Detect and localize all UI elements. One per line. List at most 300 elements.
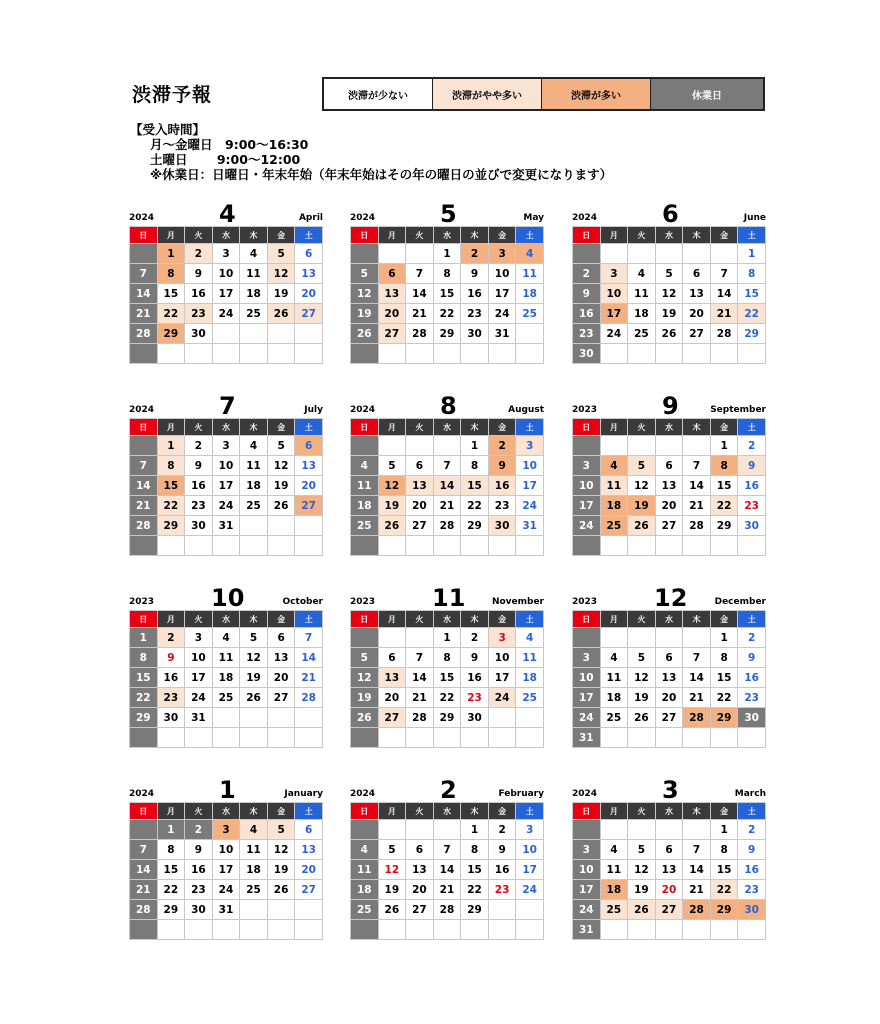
week-row: [351, 820, 544, 840]
day-cell: 18: [240, 284, 268, 304]
day-cell: 23: [185, 880, 213, 900]
day-cell: 23: [157, 688, 185, 708]
day-cell: 10: [488, 264, 516, 284]
day-cell: 20: [295, 284, 323, 304]
day-cell: [295, 516, 323, 536]
month-number: 12: [654, 584, 688, 612]
month-year: 2023: [572, 405, 598, 415]
weekday-header: 火: [628, 227, 656, 244]
month-calendar: [129, 196, 323, 364]
day-cell: [600, 536, 628, 556]
day-cell: 22: [738, 304, 766, 324]
day-cell: [461, 728, 489, 748]
week-row: [573, 536, 766, 556]
day-cell: 22: [157, 496, 185, 516]
week-row: [573, 860, 766, 880]
day-cell: [212, 324, 240, 344]
day-cell: 27: [683, 324, 711, 344]
day-cell: 20: [655, 496, 683, 516]
week-row: [130, 840, 323, 860]
day-cell: 18: [628, 304, 656, 324]
day-cell: [683, 728, 711, 748]
month-header: [350, 388, 544, 418]
day-cell: [267, 536, 295, 556]
week-row: [573, 880, 766, 900]
day-cell: 4: [628, 264, 656, 284]
day-cell: 17: [516, 476, 544, 496]
week-row: [130, 516, 323, 536]
day-cell: 27: [378, 324, 406, 344]
day-cell: 14: [406, 668, 434, 688]
day-cell: 14: [710, 284, 738, 304]
day-cell: 15: [433, 668, 461, 688]
day-cell: [628, 344, 656, 364]
day-cell: 22: [157, 880, 185, 900]
weekday-header: 水: [655, 419, 683, 436]
week-row: [351, 688, 544, 708]
day-cell: 3: [516, 436, 544, 456]
day-cell: 26: [628, 900, 656, 920]
day-cell: 4: [351, 456, 379, 476]
day-cell: [130, 728, 158, 748]
day-cell: [628, 536, 656, 556]
day-cell: 8: [433, 264, 461, 284]
weekday-header: 日: [351, 803, 379, 820]
day-cell: [378, 628, 406, 648]
week-row: [130, 900, 323, 920]
month-number: 9: [662, 392, 679, 420]
week-row: [351, 284, 544, 304]
day-cell: [628, 920, 656, 940]
day-cell: 4: [516, 628, 544, 648]
day-cell: 13: [406, 860, 434, 880]
weekday-header: 土: [295, 803, 323, 820]
day-cell: 15: [710, 476, 738, 496]
week-row: [573, 688, 766, 708]
week-row: [351, 436, 544, 456]
day-cell: [433, 536, 461, 556]
day-cell: 17: [573, 688, 601, 708]
day-cell: 24: [516, 880, 544, 900]
day-cell: 22: [130, 688, 158, 708]
week-row: [351, 860, 544, 880]
day-cell: 19: [351, 688, 379, 708]
day-cell: 19: [267, 476, 295, 496]
day-cell: 7: [406, 648, 434, 668]
week-row: [573, 244, 766, 264]
weekday-header: 日: [573, 803, 601, 820]
month-header: [129, 772, 323, 802]
reception-hours: [130, 122, 612, 182]
weekday-header: 火: [628, 419, 656, 436]
day-cell: 9: [185, 840, 213, 860]
day-cell: 28: [683, 516, 711, 536]
day-cell: [406, 728, 434, 748]
day-cell: [157, 536, 185, 556]
weekday-header: 土: [738, 611, 766, 628]
day-cell: 5: [378, 840, 406, 860]
weekday-header: 木: [461, 419, 489, 436]
weekday-header: 火: [185, 803, 213, 820]
day-cell: [600, 820, 628, 840]
day-cell: 12: [351, 668, 379, 688]
day-cell: 23: [461, 688, 489, 708]
day-cell: [351, 344, 379, 364]
day-cell: 13: [295, 840, 323, 860]
week-row: [130, 344, 323, 364]
day-cell: [738, 344, 766, 364]
day-cell: [516, 708, 544, 728]
weekday-header: 金: [488, 611, 516, 628]
weekday-header: 月: [600, 611, 628, 628]
day-cell: 25: [212, 688, 240, 708]
weekday-header: 金: [710, 419, 738, 436]
day-cell: 27: [655, 516, 683, 536]
weekday-header: 日: [351, 227, 379, 244]
day-cell: 7: [683, 456, 711, 476]
day-cell: 14: [406, 284, 434, 304]
day-cell: [573, 536, 601, 556]
day-cell: 13: [406, 476, 434, 496]
day-cell: 7: [130, 456, 158, 476]
day-cell: [738, 728, 766, 748]
day-cell: 12: [378, 860, 406, 880]
day-cell: 15: [433, 284, 461, 304]
day-cell: [351, 536, 379, 556]
day-cell: [212, 920, 240, 940]
day-cell: 10: [516, 456, 544, 476]
day-cell: 3: [573, 456, 601, 476]
day-cell: 29: [157, 900, 185, 920]
day-cell: 6: [378, 264, 406, 284]
week-row: [130, 436, 323, 456]
day-cell: 3: [212, 244, 240, 264]
day-cell: 5: [267, 244, 295, 264]
day-cell: 29: [433, 708, 461, 728]
day-cell: 29: [710, 900, 738, 920]
day-cell: [212, 728, 240, 748]
week-row: [573, 820, 766, 840]
month-header: [129, 580, 323, 610]
week-row: [573, 344, 766, 364]
day-cell: 16: [488, 860, 516, 880]
weekday-header: 月: [600, 227, 628, 244]
day-cell: 18: [240, 476, 268, 496]
day-cell: 14: [683, 476, 711, 496]
day-cell: 3: [516, 820, 544, 840]
day-cell: 4: [516, 244, 544, 264]
week-row: [130, 264, 323, 284]
month-year: 2023: [129, 597, 155, 607]
day-cell: 18: [516, 668, 544, 688]
day-cell: 17: [573, 496, 601, 516]
day-cell: 14: [130, 860, 158, 880]
month-calendar: [129, 772, 323, 940]
day-cell: 13: [378, 284, 406, 304]
day-cell: 29: [710, 708, 738, 728]
day-cell: 3: [185, 628, 213, 648]
day-cell: 25: [600, 708, 628, 728]
day-cell: 28: [406, 708, 434, 728]
day-cell: 29: [461, 516, 489, 536]
day-cell: 11: [600, 668, 628, 688]
week-row: [130, 648, 323, 668]
day-cell: [130, 244, 158, 264]
day-cell: 13: [655, 476, 683, 496]
day-cell: 28: [683, 708, 711, 728]
day-cell: [628, 244, 656, 264]
month-table: [129, 610, 323, 748]
day-cell: [185, 344, 213, 364]
day-cell: 5: [655, 264, 683, 284]
day-cell: [240, 708, 268, 728]
day-cell: 9: [488, 456, 516, 476]
week-row: [130, 860, 323, 880]
day-cell: 1: [157, 244, 185, 264]
day-cell: [240, 516, 268, 536]
day-cell: 15: [157, 476, 185, 496]
day-cell: 16: [738, 668, 766, 688]
day-cell: [600, 920, 628, 940]
week-row: [130, 728, 323, 748]
weekday-header: 土: [516, 611, 544, 628]
day-cell: [573, 820, 601, 840]
day-cell: 18: [600, 496, 628, 516]
day-cell: [433, 344, 461, 364]
day-cell: [710, 536, 738, 556]
day-cell: 25: [351, 516, 379, 536]
day-cell: 19: [267, 860, 295, 880]
month-year: 2024: [572, 789, 598, 799]
day-cell: [267, 728, 295, 748]
week-row: [573, 496, 766, 516]
day-cell: 3: [573, 648, 601, 668]
week-row: [130, 668, 323, 688]
day-cell: 7: [433, 840, 461, 860]
day-cell: 1: [433, 244, 461, 264]
day-cell: 28: [710, 324, 738, 344]
day-cell: 8: [710, 456, 738, 476]
day-cell: 21: [130, 496, 158, 516]
day-cell: 30: [738, 516, 766, 536]
week-row: [573, 728, 766, 748]
day-cell: 1: [157, 820, 185, 840]
day-cell: 21: [683, 880, 711, 900]
day-cell: 19: [655, 304, 683, 324]
day-cell: [406, 920, 434, 940]
day-cell: 10: [212, 840, 240, 860]
day-cell: 19: [378, 496, 406, 516]
week-row: [573, 476, 766, 496]
month-header: [572, 196, 766, 226]
week-row: [351, 324, 544, 344]
day-cell: 31: [573, 920, 601, 940]
weekday-header: 水: [212, 419, 240, 436]
day-cell: 27: [655, 708, 683, 728]
day-cell: 8: [461, 456, 489, 476]
weekday-header: 日: [130, 227, 158, 244]
day-cell: [378, 344, 406, 364]
weekday-header: 土: [516, 227, 544, 244]
weekday-header: 日: [573, 419, 601, 436]
day-cell: 26: [628, 708, 656, 728]
day-cell: 9: [738, 648, 766, 668]
month-number: 6: [662, 200, 679, 228]
day-cell: 19: [628, 496, 656, 516]
weekday-header: 水: [212, 803, 240, 820]
weekday-header: 水: [655, 611, 683, 628]
day-cell: 23: [738, 688, 766, 708]
day-cell: [185, 536, 213, 556]
day-cell: 24: [573, 708, 601, 728]
week-row: [573, 436, 766, 456]
weekday-header: 土: [295, 227, 323, 244]
month-name: April: [298, 213, 323, 223]
day-cell: 17: [488, 284, 516, 304]
week-row: [573, 900, 766, 920]
month-year: 2024: [350, 789, 376, 799]
day-cell: [351, 244, 379, 264]
day-cell: 24: [573, 516, 601, 536]
week-row: [351, 668, 544, 688]
month-number: 3: [662, 776, 679, 804]
day-cell: [267, 516, 295, 536]
weekday-header: 金: [710, 227, 738, 244]
day-cell: [130, 436, 158, 456]
month-table: [129, 226, 323, 364]
month-table: [129, 418, 323, 556]
month-table: [350, 418, 544, 556]
month-name: June: [743, 213, 766, 223]
day-cell: [628, 728, 656, 748]
day-cell: 24: [516, 496, 544, 516]
day-cell: 26: [351, 324, 379, 344]
day-cell: 10: [573, 668, 601, 688]
day-cell: [185, 920, 213, 940]
day-cell: 16: [157, 668, 185, 688]
month-name: February: [498, 789, 544, 799]
day-cell: 24: [488, 304, 516, 324]
weekday-header: 水: [433, 419, 461, 436]
day-cell: [683, 244, 711, 264]
day-cell: [461, 920, 489, 940]
day-cell: 12: [655, 284, 683, 304]
day-cell: [573, 436, 601, 456]
month-number: 2: [440, 776, 457, 804]
weekday-header: 火: [406, 611, 434, 628]
day-cell: 13: [295, 456, 323, 476]
day-cell: 1: [130, 628, 158, 648]
day-cell: [488, 344, 516, 364]
day-cell: 19: [351, 304, 379, 324]
month-table: [350, 226, 544, 364]
day-cell: [488, 708, 516, 728]
day-cell: 29: [130, 708, 158, 728]
day-cell: 4: [212, 628, 240, 648]
day-cell: 5: [628, 456, 656, 476]
month-year: 2024: [350, 405, 376, 415]
day-cell: [488, 728, 516, 748]
day-cell: 12: [378, 476, 406, 496]
day-cell: 11: [351, 476, 379, 496]
weekday-header: 月: [157, 611, 185, 628]
day-cell: 6: [295, 820, 323, 840]
weekday-header: 木: [240, 611, 268, 628]
day-cell: 31: [488, 324, 516, 344]
day-cell: 19: [628, 688, 656, 708]
weekday-header: 日: [351, 611, 379, 628]
day-cell: 9: [157, 648, 185, 668]
day-cell: 9: [738, 840, 766, 860]
week-row: [130, 476, 323, 496]
weekday-header: 木: [240, 227, 268, 244]
day-cell: [378, 728, 406, 748]
day-cell: 13: [655, 860, 683, 880]
month-name: October: [282, 597, 323, 607]
day-cell: 21: [683, 496, 711, 516]
day-cell: 2: [488, 436, 516, 456]
week-row: [351, 536, 544, 556]
week-row: [351, 304, 544, 324]
day-cell: 9: [461, 264, 489, 284]
day-cell: 5: [378, 456, 406, 476]
day-cell: 3: [212, 436, 240, 456]
day-cell: 5: [267, 436, 295, 456]
day-cell: 10: [573, 860, 601, 880]
day-cell: 31: [516, 516, 544, 536]
day-cell: 17: [185, 668, 213, 688]
day-cell: [600, 436, 628, 456]
legend: [322, 77, 765, 111]
month-table: [572, 226, 766, 364]
day-cell: 30: [461, 324, 489, 344]
weekday-header: 土: [738, 227, 766, 244]
month-name: March: [734, 789, 766, 799]
day-cell: 17: [212, 860, 240, 880]
week-row: [130, 880, 323, 900]
day-cell: 27: [295, 880, 323, 900]
day-cell: 31: [185, 708, 213, 728]
day-cell: [378, 820, 406, 840]
month-calendar: [350, 772, 544, 940]
day-cell: 2: [185, 244, 213, 264]
day-cell: 16: [573, 304, 601, 324]
week-row: [351, 516, 544, 536]
day-cell: 14: [130, 284, 158, 304]
day-cell: [406, 536, 434, 556]
day-cell: 30: [185, 324, 213, 344]
day-cell: 7: [683, 840, 711, 860]
day-cell: [488, 920, 516, 940]
weekday-header: 土: [516, 803, 544, 820]
month-year: 2024: [350, 213, 376, 223]
day-cell: [628, 820, 656, 840]
day-cell: 8: [130, 648, 158, 668]
day-cell: 7: [130, 264, 158, 284]
day-cell: 7: [433, 456, 461, 476]
week-row: [573, 264, 766, 284]
day-cell: [212, 344, 240, 364]
day-cell: [461, 344, 489, 364]
day-cell: 11: [516, 648, 544, 668]
day-cell: 25: [240, 304, 268, 324]
day-cell: 19: [628, 880, 656, 900]
day-cell: 4: [600, 456, 628, 476]
day-cell: 17: [488, 668, 516, 688]
day-cell: 17: [573, 880, 601, 900]
day-cell: 2: [157, 628, 185, 648]
day-cell: 7: [130, 840, 158, 860]
